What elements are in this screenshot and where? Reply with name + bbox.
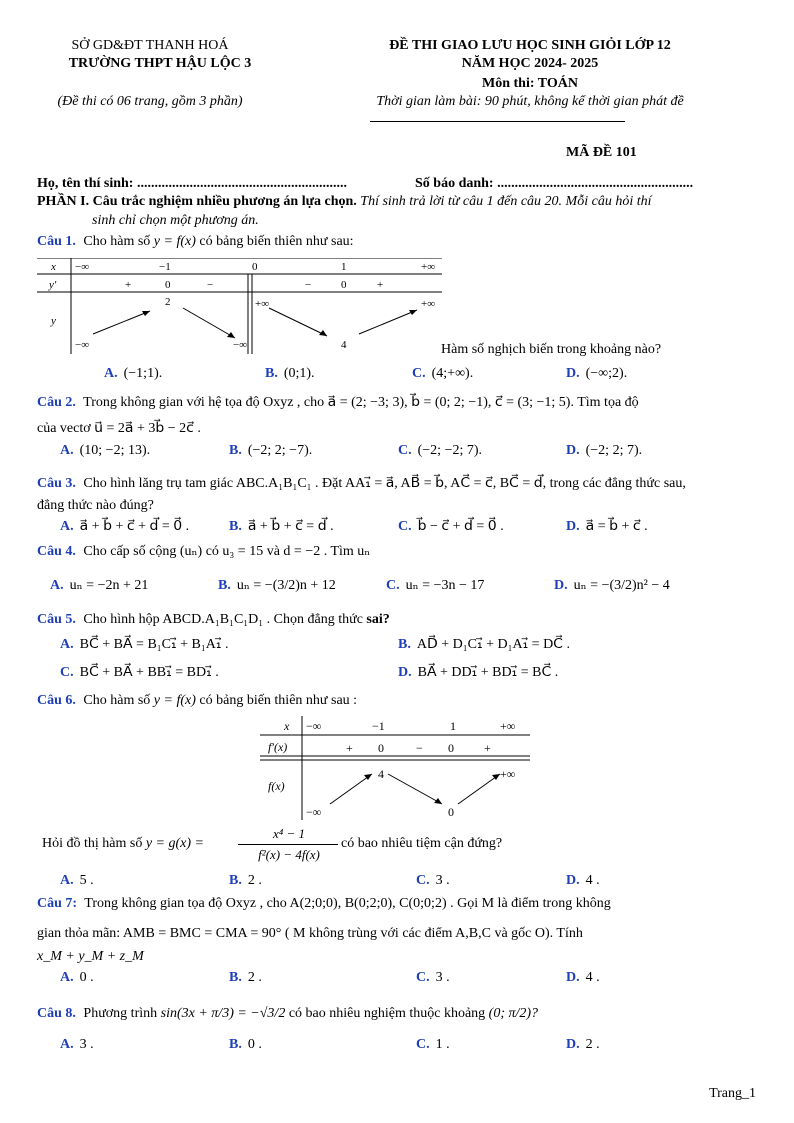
question-7	[37, 893, 611, 915]
exam-title: ĐỀ THI GIAO LƯU HỌC SINH GIỎI LỚP 12	[389, 38, 671, 53]
question-7-line2: gian thỏa mãn: AMB = BMC = CMA = 90° ( M không trùng với các điểm A,B,C và gốc O). Tính	[37, 926, 583, 941]
answer-text: 1 .	[435, 1037, 450, 1052]
answer-c[interactable]	[60, 664, 219, 681]
q1-prompt: Hàm số nghịch biến trong khoảng nào?	[441, 342, 662, 357]
question-text: có bảng biến thiên như sau :	[195, 693, 358, 708]
table-y-value: +∞	[421, 298, 436, 310]
answer-letter: D.	[566, 443, 580, 458]
question-text: Trong không gian tọa độ Oxyz , cho A(2;0;0), B(0;2;0), C(0;0;2) . Gọi M là điểm trong không	[81, 896, 611, 911]
question-5	[37, 609, 390, 631]
answer-text: BC⃗ + BA⃗ + BB₁⃗ = BD₁⃗ .	[79, 665, 219, 680]
question-8	[37, 1003, 538, 1025]
question-3	[37, 473, 686, 495]
dept-name: SỞ GD&ĐT THANH HOÁ	[71, 38, 229, 53]
table-row-label: x	[51, 261, 56, 273]
answer-letter: A.	[60, 443, 74, 458]
question-text: Cho hàm số	[79, 693, 154, 708]
fraction-denominator: f²(x) − 4f(x)	[258, 847, 320, 862]
answer-text: uₙ = −2n + 21	[69, 578, 149, 593]
answer-c[interactable]	[416, 873, 450, 889]
table-f-value: 0	[448, 805, 454, 819]
question-text: Trong không gian với hệ tọa độ Oxyz , cho a⃗ = (2; −3; 3), b⃗ = (0; 2; −1), c⃗ = (3; −1; 5). Tìm tọa độ	[79, 395, 639, 410]
answer-letter: A.	[104, 366, 118, 381]
answer-c[interactable]	[386, 577, 484, 594]
question-1	[37, 231, 354, 253]
table-sign: 0	[448, 741, 454, 755]
answer-letter: C.	[416, 1037, 430, 1052]
answer-letter: A.	[60, 637, 74, 652]
answer-text: uₙ = −(3/2)n² − 4	[573, 578, 670, 593]
answer-c[interactable]	[398, 518, 504, 535]
part1-instruction: Thí sinh trả lời từ câu 1 đến câu 20. Mỗi câu hỏi thí	[356, 194, 652, 209]
page-number: Trang_1	[709, 1086, 756, 1101]
math-expr: (0; π/2)?	[488, 1006, 539, 1021]
table-x-value: −∞	[306, 719, 322, 733]
answer-text: b⃗ − c⃗ + d⃗ = 0⃗ .	[417, 519, 504, 534]
table-f-value: +∞	[500, 767, 516, 781]
answer-d[interactable]	[566, 970, 600, 986]
answer-d[interactable]	[566, 1037, 600, 1053]
answer-b[interactable]	[398, 636, 570, 653]
table-y-value: −∞	[75, 339, 90, 351]
answer-text: uₙ = −3n − 17	[405, 578, 485, 593]
answer-letter: C.	[398, 519, 412, 534]
table-y-value: 2	[165, 296, 171, 308]
answer-letter: B.	[229, 443, 242, 458]
answer-a[interactable]	[104, 366, 162, 382]
table-sign: +	[346, 741, 353, 755]
answer-a[interactable]	[60, 970, 94, 986]
pages-note: (Đề thi có 06 trang, gồm 3 phần)	[57, 94, 243, 109]
question-text: có bảng biến thiên như sau:	[195, 234, 354, 249]
part1-heading	[37, 194, 652, 210]
answer-text: (−∞;2).	[585, 366, 628, 381]
answer-b[interactable]	[229, 970, 262, 986]
header-divider	[370, 121, 625, 122]
answer-d[interactable]	[566, 518, 648, 535]
answer-letter: D.	[566, 1037, 580, 1052]
question-text: Cho hình hộp ABCD.A₁B₁C₁D₁ . Chọn đẳng thức	[79, 612, 367, 627]
answer-letter: A.	[50, 578, 64, 593]
variation-table-6	[260, 716, 532, 820]
answer-letter: B.	[229, 873, 242, 888]
table-f-value: −∞	[306, 805, 322, 819]
answer-letter: A.	[60, 873, 74, 888]
answer-letter: D.	[566, 970, 580, 985]
answer-letter: D.	[566, 873, 580, 888]
answer-letter: B.	[229, 519, 242, 534]
question-text: Cho hình lăng trụ tam giác ABC.A₁B₁C₁ . Đặt AA₁⃗ = a⃗, AB⃗ = b⃗, AC⃗ = c⃗, BC⃗ = d⃗, trong các đẳng thức sau,	[79, 476, 686, 491]
student-id-field: Số báo danh: ........................................................	[415, 176, 694, 191]
school-year: NĂM HỌC 2024- 2025	[461, 56, 599, 71]
answer-letter: D.	[398, 665, 412, 680]
answer-text: 4 .	[585, 970, 600, 985]
answer-letter: C.	[416, 970, 430, 985]
math-expr: y = g(x) =	[145, 836, 204, 851]
table-x-value: +∞	[500, 719, 516, 733]
answer-c[interactable]	[416, 970, 450, 986]
answer-text: (10; −2; 13).	[79, 443, 151, 458]
answer-text: (−2; 2; −7).	[247, 443, 313, 458]
table-x-value: −1	[372, 719, 385, 733]
answer-b[interactable]	[229, 1037, 262, 1053]
table-sign: −	[416, 741, 423, 755]
question-7-line3: x_M + y_M + z_M	[37, 949, 144, 964]
math-expr: y = f(x)	[153, 693, 196, 708]
question-text: Cho hàm số	[79, 234, 154, 249]
answer-text: 2 .	[247, 873, 262, 888]
q6-prompt	[42, 836, 204, 852]
question-emphasis: sai?	[366, 612, 390, 627]
answer-letter: B.	[229, 1037, 242, 1052]
answer-a[interactable]	[60, 518, 189, 535]
table-y-value: −∞	[233, 339, 248, 351]
answer-text: (−1;1).	[123, 366, 163, 381]
answer-letter: C.	[416, 873, 430, 888]
table-x-value: 1	[341, 261, 347, 273]
table-y-value: +∞	[255, 298, 270, 310]
answer-letter: D.	[566, 366, 580, 381]
answer-text: BC⃗ + BA⃗ = B₁C₁⃗ + B₁A₁⃗ .	[79, 637, 229, 652]
answer-letter: C.	[386, 578, 400, 593]
answer-text: 3 .	[435, 970, 450, 985]
answer-text: (−2; −2; 7).	[417, 443, 483, 458]
question-label: Câu 4.	[37, 544, 76, 559]
answer-text: 2 .	[247, 970, 262, 985]
table-sign: 0	[378, 741, 384, 755]
answer-letter: D.	[566, 519, 580, 534]
question-3-line2: đẳng thức nào đúng?	[37, 498, 154, 513]
math-expr: y = f(x)	[153, 234, 196, 249]
table-sign: −	[305, 279, 312, 291]
table-sign: 0	[165, 279, 171, 291]
answer-text: 2 .	[585, 1037, 600, 1052]
answer-text: 3 .	[435, 873, 450, 888]
table-x-value: 1	[450, 719, 456, 733]
answer-b[interactable]	[218, 577, 336, 594]
table-y-value: 4	[341, 339, 347, 351]
answer-c[interactable]	[398, 443, 482, 459]
answer-a[interactable]	[60, 1037, 94, 1053]
table-sign: +	[125, 279, 132, 291]
exam-code: MÃ ĐỀ 101	[566, 145, 637, 160]
answer-letter: C.	[412, 366, 426, 381]
school-name: TRƯỜNG THPT HẬU LỘC 3	[68, 56, 252, 71]
table-row-label: x	[284, 719, 290, 733]
answer-d[interactable]	[398, 664, 558, 681]
answer-letter: B.	[229, 970, 242, 985]
answer-letter: A.	[60, 1037, 74, 1052]
answer-text: (−2; 2; 7).	[585, 443, 643, 458]
answer-text: 4 .	[585, 873, 600, 888]
table-x-value: +∞	[421, 261, 436, 273]
answer-text: 0 .	[79, 970, 94, 985]
answer-letter: A.	[60, 970, 74, 985]
part1-instruction-2: sinh chỉ chọn một phương án.	[92, 213, 259, 228]
answer-text: a⃗ + b⃗ + c⃗ = d⃗ .	[247, 519, 334, 534]
answer-text: a⃗ + b⃗ + c⃗ + d⃗ = 0⃗ .	[79, 519, 190, 534]
answer-text: a⃗ = b⃗ + c⃗ .	[585, 519, 648, 534]
student-name-field: Họ, tên thí sinh: ............................................................	[37, 176, 347, 191]
answer-a[interactable]	[50, 577, 148, 594]
table-f-value: 4	[378, 767, 384, 781]
q6-prompt-end: có bao nhiêu tiệm cận đứng?	[341, 836, 503, 851]
answer-a[interactable]	[60, 636, 228, 653]
question-label: Câu 3.	[37, 476, 76, 491]
question-2	[37, 392, 639, 414]
answer-letter: C.	[60, 665, 74, 680]
answer-text: 3 .	[79, 1037, 94, 1052]
question-text: có bao nhiêu nghiệm thuộc khoảng	[285, 1006, 489, 1021]
answer-letter: D.	[554, 578, 568, 593]
answer-c[interactable]	[412, 366, 473, 382]
question-label: Câu 6.	[37, 693, 76, 708]
answer-d[interactable]	[566, 366, 627, 382]
exam-time: Thời gian làm bài: 90 phút, không kể thời gian phát đề	[376, 94, 684, 109]
fraction-bar	[238, 844, 338, 845]
table-row-label: f(x)	[268, 779, 285, 793]
math-expr: sin(3x + π/3) = −√3/2	[160, 1006, 286, 1021]
answer-text: 0 .	[247, 1037, 262, 1052]
answer-a[interactable]	[60, 443, 150, 459]
question-label: Câu 1.	[37, 234, 76, 249]
question-label: Câu 5.	[37, 612, 76, 627]
table-sign: +	[377, 279, 384, 291]
table-x-value: −1	[159, 261, 171, 273]
variation-table-1	[37, 258, 447, 358]
answer-letter: B.	[218, 578, 231, 593]
answer-text: 5 .	[79, 873, 94, 888]
subject: Môn thi: TOÁN	[482, 76, 578, 91]
answer-d[interactable]	[554, 577, 670, 594]
table-row-label: y	[51, 315, 56, 327]
fraction-numerator: x⁴ − 1	[272, 826, 306, 841]
answer-letter: C.	[398, 443, 412, 458]
question-4	[37, 541, 370, 563]
answer-b[interactable]	[229, 873, 262, 889]
answer-a[interactable]	[60, 873, 94, 889]
question-label: Câu 8.	[37, 1006, 76, 1021]
table-sign: 0	[341, 279, 347, 291]
answer-c[interactable]	[416, 1037, 450, 1053]
answer-text: AD⃗ + D₁C₁⃗ + D₁A₁⃗ = DC⃗ .	[416, 637, 570, 652]
answer-text: uₙ = −(3/2)n + 12	[236, 578, 336, 593]
question-6	[37, 690, 357, 712]
answer-text: BA⃗ + DD₁⃗ + BD₁⃗ = BC⃗ .	[417, 665, 559, 680]
table-x-value: 0	[252, 261, 258, 273]
question-text: Cho cấp số cộng (uₙ) có u₃ = 15 và d = −2 . Tìm uₙ	[79, 544, 371, 559]
question-label: Câu 2.	[37, 395, 76, 410]
answer-letter: B.	[398, 637, 411, 652]
part1-title: PHẦN I. Câu trắc nghiệm nhiều phương án lựa chọn.	[37, 194, 357, 209]
table-sign: −	[207, 279, 214, 291]
answer-letter: A.	[60, 519, 74, 534]
answer-letter: B.	[265, 366, 278, 381]
question-text: Hỏi đồ thị hàm số	[42, 836, 146, 851]
answer-b[interactable]	[265, 366, 315, 382]
table-sign: +	[484, 741, 491, 755]
answer-text: (0;1).	[283, 366, 315, 381]
table-row-label: y′	[49, 279, 57, 291]
table-x-value: −∞	[75, 261, 90, 273]
answer-b[interactable]	[229, 518, 334, 535]
answer-d[interactable]	[566, 443, 642, 459]
table-row-label: f′(x)	[268, 740, 288, 754]
question-text: Phương trình	[79, 1006, 161, 1021]
answer-text: (4;+∞).	[431, 366, 474, 381]
answer-d[interactable]	[566, 873, 600, 889]
question-2-line2: của vectơ u⃗ = 2a⃗ + 3b⃗ − 2c⃗ .	[37, 421, 201, 436]
answer-b[interactable]	[229, 443, 312, 459]
question-label: Câu 7:	[37, 896, 78, 911]
